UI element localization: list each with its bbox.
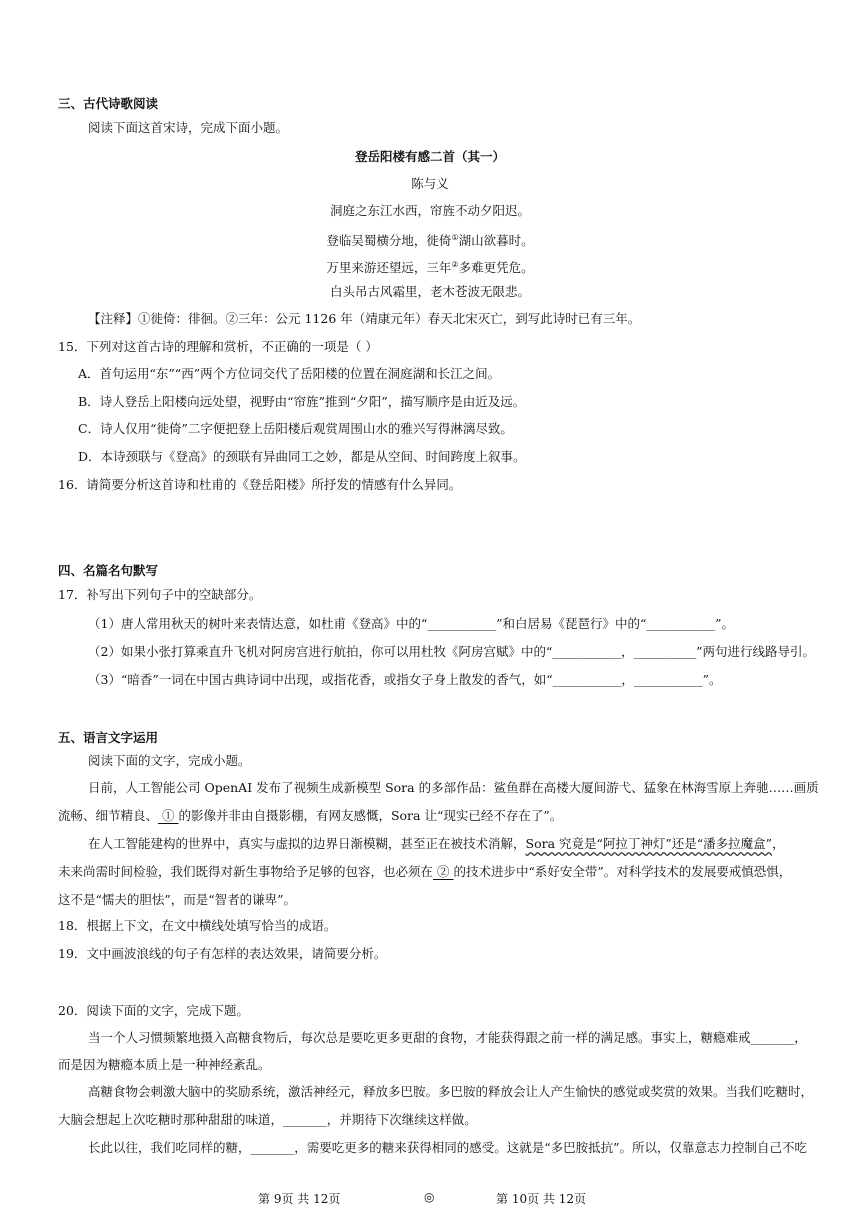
passage-2-line-1-part-b: ， xyxy=(772,836,785,851)
q20-para-2-line-1: 高糖食物会刺激大脑中的奖励系统，激活神经元，释放多巴胺。多巴胺的释放会让人产生愉快的感觉或奖赏的效果。当我们吃糖时， xyxy=(88,1084,814,1099)
question-19: 19．文中画波浪线的句子有怎样的表达效果，请简要分析。 xyxy=(58,946,387,961)
poem-line-3-part-b: 多难更凭危。 xyxy=(458,260,534,276)
wavy-underlined-sentence: Sora 究竟是“阿拉丁神灯”还是“潘多拉魔盒” xyxy=(525,836,773,851)
q20-para-1-line-2: 而是因为糖瘾本质上是一种神经紊乱。 xyxy=(58,1057,271,1072)
section-4-title: 四、名篇名句默写 xyxy=(58,563,159,578)
q20-para-3-line-1: 长此以往，我们吃同样的糖，_______，需要吃更多的糖来获得相同的感受。这就是“多巴胺抵抗”。所以，仅靠意志力控制自己不吃 xyxy=(88,1140,808,1155)
q20-para-1-line-1: 当一个人习惯频繁地摄入高糖食物后，每次总是要吃更多更甜的食物，才能获得跟之前一样的满足感。事实上，糖瘾难戒_______， xyxy=(88,1030,807,1045)
section-5-title: 五、语言文字运用 xyxy=(58,730,159,745)
question-18: 18．根据上下文，在文中横线处填写恰当的成语。 xyxy=(58,918,337,933)
passage-2-line-2-part-a: 未来尚需时间检验，我们既得对新生事物给予足够的包容，也必须在 xyxy=(58,864,434,879)
poem-line-3 xyxy=(0,257,860,276)
passage-2-line-2 xyxy=(58,864,791,880)
passage-1-line-2 xyxy=(58,808,562,824)
footer-page-right: 第 10页 共 12页 xyxy=(496,1192,586,1206)
question-20: 20．阅读下面的文字，完成下题。 xyxy=(58,1003,249,1018)
section-5-intro: 阅读下面的文字，完成小题。 xyxy=(88,753,251,768)
poem-line-2-part-a: 登临吴蜀横分地，徙倚 xyxy=(326,233,452,249)
blank-2[interactable]: ② xyxy=(433,864,454,879)
question-16: 16．请简要分析这首诗和杜甫的《登岳阳楼》所抒发的情感有什么异同。 xyxy=(58,477,462,492)
footnote-marker-1: ① xyxy=(451,233,459,242)
passage-1-line-1: 日前，人工智能公司 OpenAI 发布了视频生成新模型 Sora 的多部作品：鲨鱼群在高楼大厦间游弋、猛象在林海雪原上奔驰……画质 xyxy=(88,780,819,795)
q17-item-3: （3）“暗香”一词在中国古典诗词中出现，或指花香，或指女子身上散发的香气，如“___________，___________”。 xyxy=(88,672,722,687)
q17-item-1: （1）唐人常用秋天的树叶来表情达意，如杜甫《登高》中的“___________”和白居易《琵琶行》中的“___________”。 xyxy=(88,616,735,631)
poem-author: 陈与义 xyxy=(411,176,449,191)
blank-1[interactable]: ① xyxy=(158,808,179,823)
q15-option-a[interactable]: A．首句运用“东”“西”两个方位词交代了岳阳楼的位置在洞庭湖和长江之间。 xyxy=(78,366,501,381)
section-3-title: 三、古代诗歌阅读 xyxy=(58,96,159,111)
poem-line-3-part-a: 万里来游还望远，三年 xyxy=(326,260,452,276)
passage-2-line-3: 这不是“懦夫的胆怯”，而是“智者的谦卑”。 xyxy=(58,892,297,907)
poem-line-2 xyxy=(0,230,860,249)
poem-note: 【注释】①徙倚：徘徊。②三年：公元 1126 年（靖康元年）春天北宋灭亡，到写此诗时已有三年。 xyxy=(88,311,641,326)
poem-title: 登岳阳楼有感二首（其一） xyxy=(354,149,505,164)
passage-2-line-2-part-b: 的技术进步中“系好安全带”。对科学技术的发展要戒慎恐惧， xyxy=(453,864,792,879)
passage-1-line-2-part-b: 的影像并非由自摄影棚，有网友感慨，Sora 让“现实已经不存在了”。 xyxy=(178,808,563,823)
passage-2-line-1-part-a: 在人工智能建构的世界中，真实与虚拟的边界日渐模糊，甚至正在被技术消解， xyxy=(88,836,526,851)
q17-item-2: （2）如果小张打算乘直升飞机对阿房宫进行航拍，你可以用杜牧《阿房宫赋》中的“___________，__________”两句进行线路导引。 xyxy=(88,644,815,659)
footer-separator-icon: ◎ xyxy=(424,1190,435,1204)
q20-para-2-line-2: 大脑会想起上次吃糖时那种甜甜的味道，_______，并期待下次继续这样做。 xyxy=(58,1112,477,1127)
passage-1-line-2-part-a: 流畅、细节精良、 xyxy=(58,808,159,823)
q15-option-d[interactable]: D．本诗颈联与《登高》的颈联有异曲同工之妙，都是从空间、时间跨度上叙事。 xyxy=(78,449,526,464)
section-3-intro: 阅读下面这首宋诗，完成下面小题。 xyxy=(88,120,289,135)
poem-line-2-part-b: 湖山欲暮时。 xyxy=(458,233,534,249)
question-15: 15．下列对这首古诗的理解和赏析，不正确的一项是（ ） xyxy=(58,339,378,354)
footer-page-left: 第 9页 共 12页 xyxy=(258,1192,341,1206)
poem-line-4: 白头吊古风霜里，老木苍波无限悲。 xyxy=(329,284,530,299)
q15-option-b[interactable]: B．诗人登岳上阳楼向远处望，视野由“帘旌”推到“夕阳”，描写顺序是由近及远。 xyxy=(78,394,526,409)
footnote-marker-2: ② xyxy=(451,260,459,269)
q15-option-c[interactable]: C．诗人仅用“徙倚”二字便把登上岳阳楼后观赏周围山水的雅兴写得淋漓尽致。 xyxy=(78,421,513,436)
question-17: 17．补写出下列句子中的空缺部分。 xyxy=(58,587,262,602)
poem-line-1: 洞庭之东江水西，帘旌不动夕阳迟。 xyxy=(329,203,530,218)
passage-2-line-1 xyxy=(88,836,785,852)
